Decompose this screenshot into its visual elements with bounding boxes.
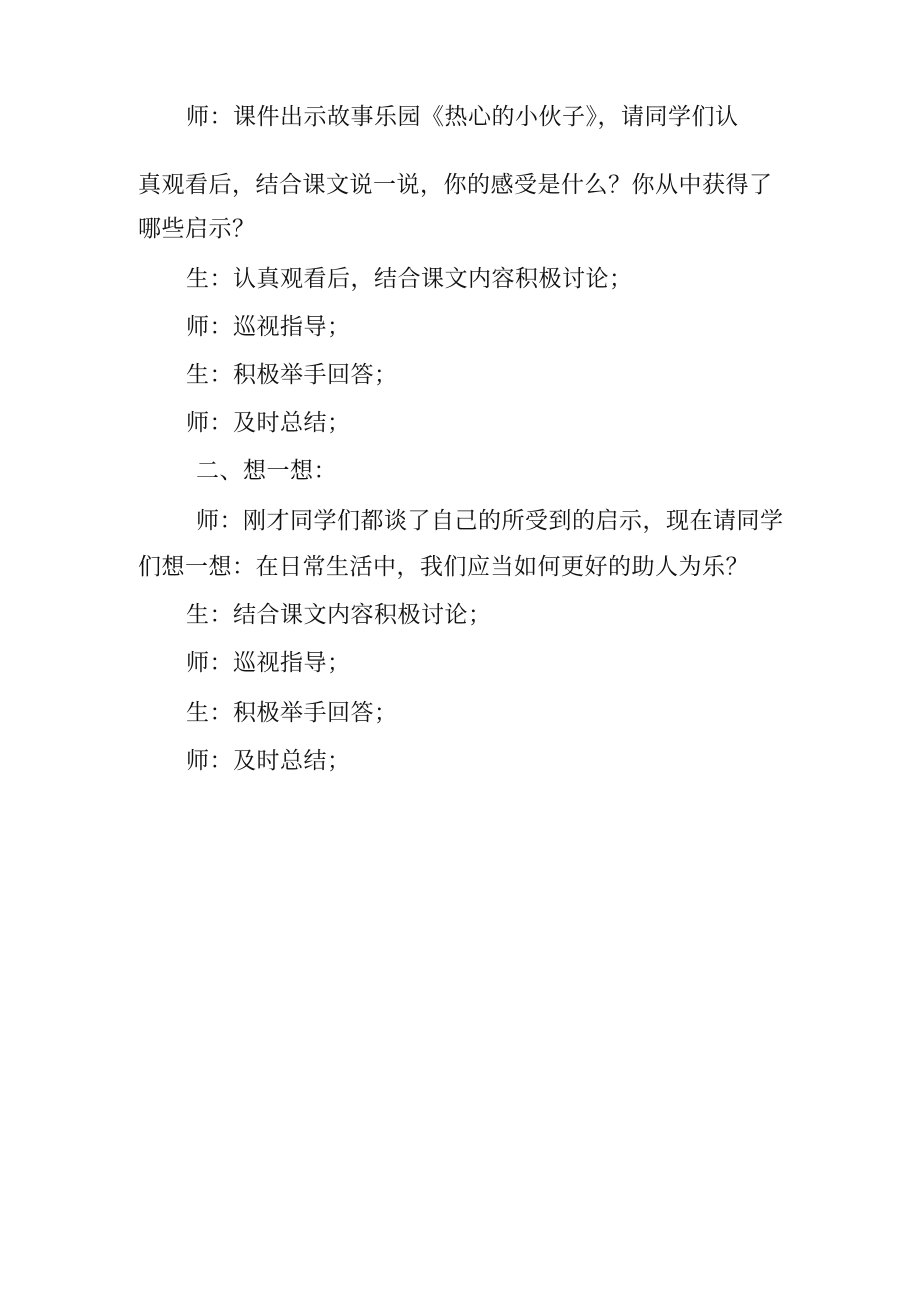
text-line: 哪些启示？: [138, 216, 256, 242]
text-line: 师：及时总结；: [186, 410, 351, 436]
section-heading: 二、想一想：: [196, 458, 337, 484]
text-line: 们想一想：在日常生活中，我们应当如何更好的助人为乐？: [138, 554, 749, 580]
text-line: 生：积极举手回答；: [186, 700, 398, 726]
text-line: 师：课件出示故事乐园《热心的小伙子》，请同学们认: [186, 104, 739, 130]
text-line: 师：巡视指导；: [186, 314, 351, 340]
text-line: 师：及时总结；: [186, 748, 351, 774]
text-line: 师：刚才同学们都谈了自己的所受到的启示，现在请同学: [196, 508, 784, 534]
text-line: 生：认真观看后，结合课文内容积极讨论；: [186, 266, 633, 292]
text-line: 生：积极举手回答；: [186, 362, 398, 388]
text-line: 师：巡视指导；: [186, 650, 351, 676]
text-line: 真观看后，结合课文说一说，你的感受是什么？你从中获得了: [138, 172, 773, 198]
text-line: 生：结合课文内容积极讨论；: [186, 602, 492, 628]
